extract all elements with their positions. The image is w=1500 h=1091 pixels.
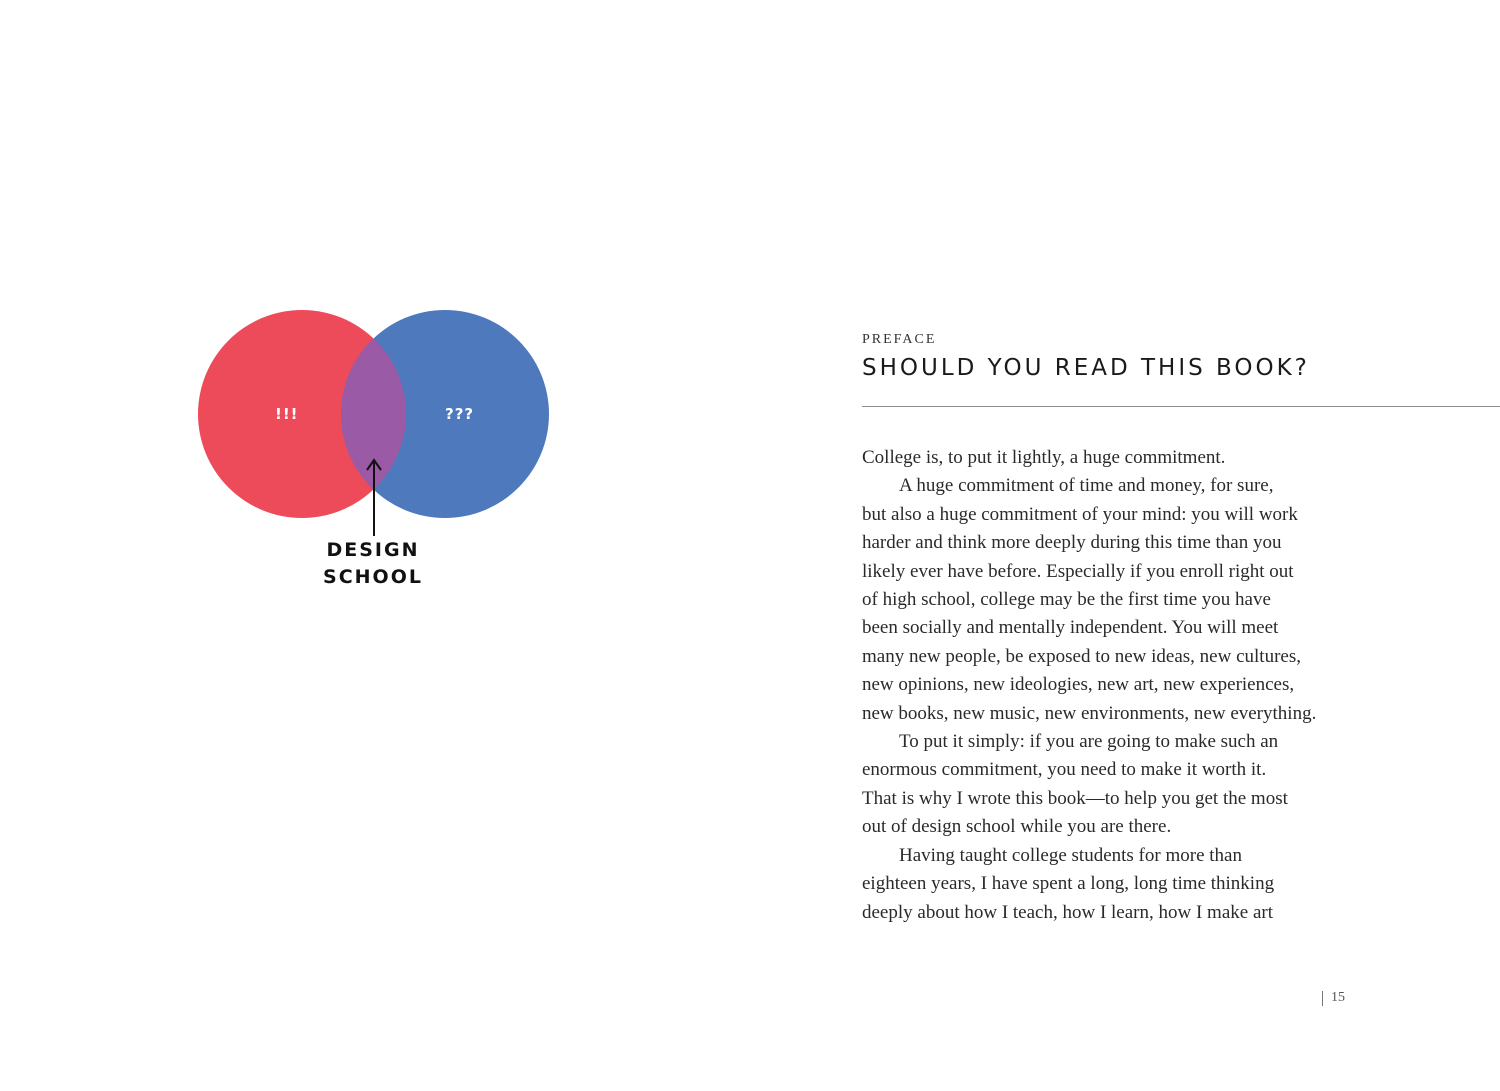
intersection-caption-line1: DESIGN xyxy=(326,539,420,561)
paragraph-4: Having taught college students for more than eighteen years, I have spent a long, long time thinking deeply about how I teach, how I learn, how I make art xyxy=(862,844,1275,923)
title-divider xyxy=(862,406,1500,407)
page-number: 15 xyxy=(1331,990,1345,1005)
right-circle-label: ??? xyxy=(445,405,475,423)
folio-divider xyxy=(1322,991,1323,1006)
intersection-caption xyxy=(305,537,441,591)
page-footer xyxy=(1322,990,1345,1006)
section-eyebrow: PREFACE xyxy=(862,332,937,347)
intersection-caption-line2: SCHOOL xyxy=(323,566,423,588)
preface-body xyxy=(862,444,1362,927)
paragraph-2: A huge commitment of time and money, for sure, but also a huge commitment of your mind: you will work harder and think more deeply during this time than you likely ever have before. Especially if you enroll right out of high school, college may be the first time you have been socially and mentally independent. You will meet many new people, be exposed to new ideas, new cultures, new opinions, new ideologies, new art, new experiences, new books, new music, new environments, new everything. xyxy=(862,475,1317,724)
paragraph-3: To put it simply: if you are going to make such an enormous commitment, you need to make it worth it. That is why I wrote this book—to help you get the most out of design school while you are there. xyxy=(862,731,1288,838)
chapter-title: SHOULD YOU READ THIS BOOK? xyxy=(862,355,1310,381)
left-circle-label: !!! xyxy=(275,405,299,423)
venn-diagram xyxy=(190,300,570,600)
paragraph-1: College is, to put it lightly, a huge commitment. xyxy=(862,447,1226,468)
